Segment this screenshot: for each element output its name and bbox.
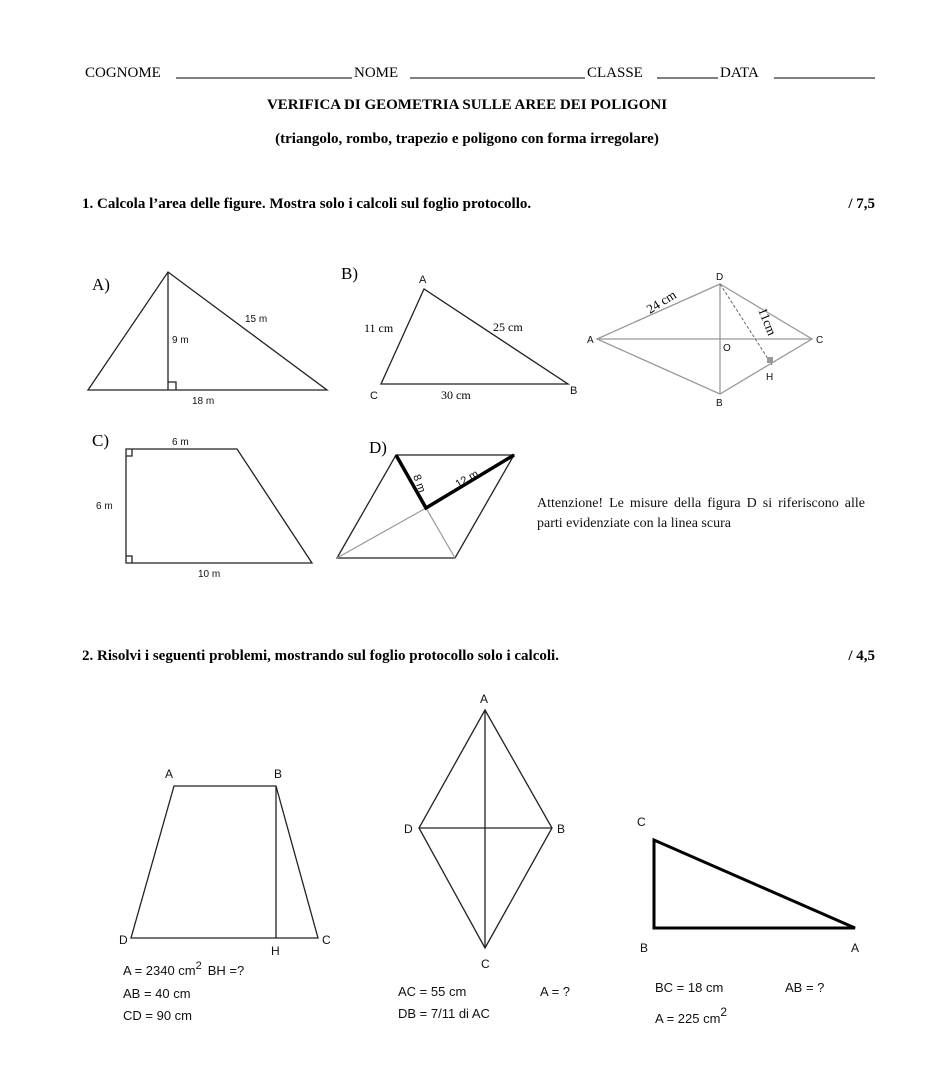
vertex-a: A [165,767,174,781]
vertex-a: A [851,941,860,955]
vertex-b: B [570,385,578,397]
figure-b-label: B) [341,264,358,283]
vertex-c: C [481,957,490,971]
student-header [85,65,875,81]
problem-right-triangle [637,815,859,1026]
trapezoid-ab: AB = 40 cm [123,986,191,1001]
figure-a-base: 18 m [192,396,215,407]
side-ac: 11 cm [364,321,394,335]
vertex-b: B [716,398,723,409]
vertex-c: C [816,335,824,346]
kite-db: DB = 7/11 di AC [398,1006,490,1021]
data-label: DATA [720,65,759,81]
rhombus-height: 11cm [755,305,780,338]
triangle-ask: AB = ? [785,980,825,995]
figure-c-left: 6 m [96,501,113,512]
figure-c-bottom: 10 m [198,569,221,580]
vertex-d: D [404,822,413,836]
classe-label: CLASSE [587,65,643,81]
page-subtitle: (triangolo, rombo, trapezio e poligono con forma irregolare) [275,131,659,147]
figure-d-short: 8 m [410,472,428,495]
problem-kite [398,692,570,1021]
vertex-a: A [480,692,489,706]
figure-a-height: 9 m [172,335,189,346]
foot-h: H [271,944,280,958]
kite-ask: A = ? [540,984,570,999]
figure-a-label: A) [92,275,110,294]
trapezoid-cd: CD = 90 cm [123,1008,192,1023]
vertex-c: C [322,933,331,947]
vertex-c: C [370,390,378,402]
vertex-a: A [587,335,594,346]
center-o: O [723,343,731,354]
figure-d-long: 12 m [453,467,481,491]
figure-c-top: 6 m [172,437,189,448]
figure-c-label: C) [92,431,109,450]
vertex-b: B [557,822,566,836]
vertex-b: B [640,941,649,955]
triangle-bc: BC = 18 cm [655,980,724,995]
figure-d-note: Attenzione! Le misure della figura D si riferiscono alle parti evidenziate con la linea scura [537,496,865,531]
foot-h: H [766,372,774,383]
rhombus-figure [587,272,823,409]
vertex-a: A [419,274,427,286]
question-1-score: / 7,5 [848,196,875,212]
problem-trapezoid [119,767,331,1023]
triangle-area: A = 225 cm2 [655,1005,728,1026]
side-ab: 25 cm [493,320,523,334]
page-title: VERIFICA DI GEOMETRIA SULLE AREE DEI POLIGONI [266,97,668,113]
figure-a-side: 15 m [245,314,268,325]
figure-d-label: D) [369,438,387,457]
figure-b-triangle [341,264,577,402]
vertex-d: D [716,272,724,283]
nome-label: NOME [354,65,399,81]
cognome-label: COGNOME [85,65,161,81]
figure-a-triangle [88,272,327,407]
question-1-text: 1. Calcola l’area delle figure. Mostra solo i calcoli sul foglio protocollo. [82,196,532,212]
figure-c-trapezoid [92,431,312,580]
figure-d-parallelogram [337,438,514,558]
vertex-b: B [274,767,283,781]
trapezoid-area: A = 2340 $cm^2$ BH =? [123,960,245,978]
vertex-d: D [119,933,128,947]
side-cb: 30 cm [441,388,471,402]
kite-ac: AC = 55 cm [398,984,467,999]
rhombus-side: 24 cm [643,286,679,317]
vertex-c: C [637,815,646,829]
question-2-score: / 4,5 [848,648,875,664]
question-2-text: 2. Risolvi i seguenti problemi, mostrando sul foglio protocollo solo i calcoli. [82,648,559,664]
